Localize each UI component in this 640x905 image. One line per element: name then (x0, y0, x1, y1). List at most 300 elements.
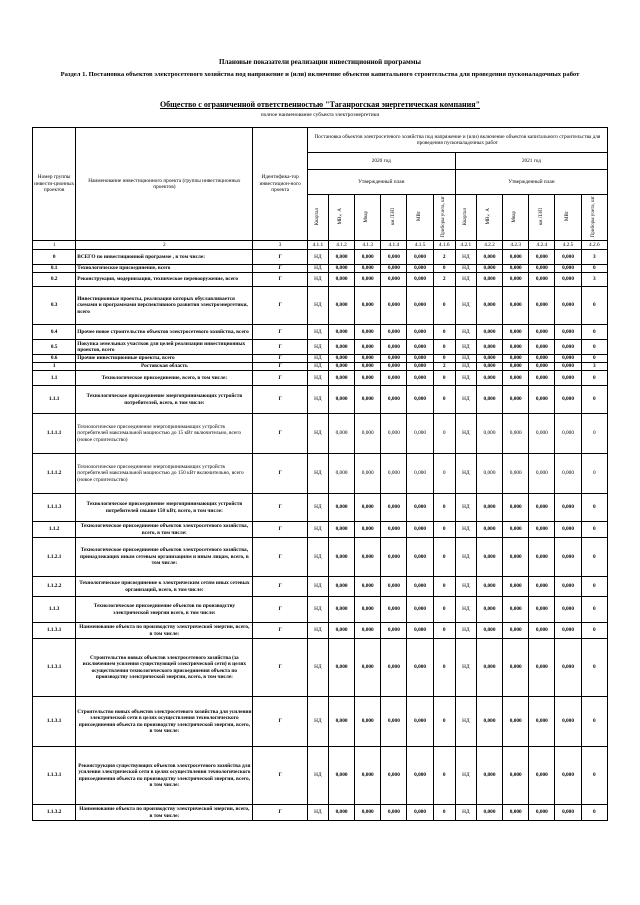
column-number: 4.2.6 (581, 241, 607, 250)
row-number: 1.1.3.1 (33, 747, 76, 805)
row-value-2021: 0 (581, 522, 607, 538)
row-value-2020: 0,000 (381, 623, 407, 639)
row-project-name: Покупка земельных участков для целей реализации инвестиционных проектов, всего (76, 340, 253, 355)
header-approved-2020: Утвержденный план (307, 170, 455, 195)
row-number: 0.5 (33, 340, 76, 355)
row-value-2021: НД (455, 522, 476, 538)
row-value-2020: 0 (433, 325, 455, 340)
row-value-2021: 0,000 (503, 371, 529, 386)
row-value-2020: 0,000 (381, 522, 407, 538)
row-value-2020: 0,000 (328, 747, 354, 805)
row-number: 1.1.1.3 (33, 494, 76, 522)
row-value-2021: 0,000 (529, 250, 555, 265)
header-unit-label: Мвар (364, 210, 370, 222)
row-value-2021: 0,000 (476, 386, 502, 414)
row-value-2021: 0,000 (555, 522, 581, 538)
row-value-2020: 0,000 (355, 287, 381, 325)
header-unit-label: МВт (564, 211, 570, 222)
row-value-2021: 0,000 (476, 325, 502, 340)
row-value-2021: 0,000 (503, 805, 529, 821)
row-value-2021: 0,000 (529, 414, 555, 454)
row-number: 1.1.3.2 (33, 805, 76, 821)
row-value-2021: 0,000 (476, 287, 502, 325)
row-identifier: Г (253, 597, 307, 623)
header-unit-label: км ЛЭП (390, 207, 396, 225)
row-value-2020: 0,000 (407, 363, 433, 371)
row-value-2020: 0,000 (407, 494, 433, 522)
row-value-2020: 0,000 (381, 414, 407, 454)
row-value-2021: 0,000 (476, 273, 502, 287)
row-value-2020: 0,000 (407, 340, 433, 355)
row-project-name: Реконструкция существующих объектов электросетевого хозяйства для усиления электрической сети в целях осуществления технологического присоединения объекта по производству электрической энергии, всего, в том числе: (76, 747, 253, 805)
row-value-2021: 0,000 (476, 747, 502, 805)
table-row (33, 639, 608, 697)
row-value-2021: 0,000 (529, 639, 555, 697)
row-value-2021: 0,000 (476, 623, 502, 639)
header-approved-2021: Утвержденный план (455, 170, 607, 195)
row-value-2021: 0,000 (503, 287, 529, 325)
row-value-2021: 0,000 (529, 697, 555, 747)
row-value-2021: 0,000 (503, 250, 529, 265)
row-value-2020: 0,000 (355, 805, 381, 821)
row-project-name: Прочее новое строительство объектов электросетевого хозяйства, всего (76, 325, 253, 340)
column-number: 4.2.5 (555, 241, 581, 250)
row-value-2020: 0,000 (381, 325, 407, 340)
row-value-2021: 0,000 (555, 371, 581, 386)
header-unit-label: МВ×А (486, 208, 492, 225)
header-unit-2021-4 (555, 195, 581, 241)
row-value-2021: 0,000 (503, 639, 529, 697)
row-value-2020: 0 (433, 371, 455, 386)
row-value-2020: 0,000 (355, 597, 381, 623)
row-value-2021: 0,000 (476, 597, 502, 623)
row-value-2020: НД (307, 597, 328, 623)
row-value-2020: 0,000 (328, 340, 354, 355)
row-value-2021: 0,000 (529, 386, 555, 414)
row-value-2021: 0,000 (529, 273, 555, 287)
row-value-2021: 0,000 (503, 386, 529, 414)
row-value-2020: 2 (433, 250, 455, 265)
row-project-name: Технологическое присоединение энергопринимающих устройств потребителей, всего, в том числе: (76, 386, 253, 414)
row-value-2020: 0,000 (407, 414, 433, 454)
row-value-2021: 0,000 (555, 454, 581, 494)
row-value-2021: 0,000 (476, 538, 502, 577)
row-value-2021: 0,000 (476, 340, 502, 355)
row-value-2020: 0,000 (407, 371, 433, 386)
row-number: 1.1.3.1 (33, 623, 76, 639)
row-value-2021: 0,000 (529, 597, 555, 623)
row-value-2020: НД (307, 250, 328, 265)
table-row (33, 805, 608, 821)
row-value-2020: НД (307, 273, 328, 287)
row-value-2020: 0 (433, 697, 455, 747)
row-value-2020: 2 (433, 363, 455, 371)
table-row (33, 697, 608, 747)
row-value-2021: 0,000 (503, 538, 529, 577)
row-value-2020: 0,000 (355, 325, 381, 340)
row-value-2020: 0,000 (328, 454, 354, 494)
row-value-2021: 0,000 (529, 287, 555, 325)
row-value-2020: НД (307, 454, 328, 494)
column-number: 4.1.6 (433, 241, 455, 250)
row-value-2020: 0,000 (407, 639, 433, 697)
row-value-2021: 0 (581, 639, 607, 697)
row-value-2020: 0,000 (328, 639, 354, 697)
row-number: 1.1.1 (33, 386, 76, 414)
table-row (33, 355, 608, 363)
row-value-2021: 0,000 (503, 340, 529, 355)
row-value-2021: НД (455, 805, 476, 821)
row-project-name: Ростовская область (76, 363, 253, 371)
row-identifier: Г (253, 623, 307, 639)
row-identifier: Г (253, 355, 307, 363)
row-value-2021: НД (455, 363, 476, 371)
row-value-2020: 0,000 (381, 386, 407, 414)
row-value-2020: 0,000 (381, 340, 407, 355)
row-value-2021: 0,000 (476, 805, 502, 821)
header-unit-label: км ЛЭП (538, 207, 544, 225)
row-value-2021: НД (455, 414, 476, 454)
row-value-2021: 0,000 (503, 623, 529, 639)
row-value-2021: 0,000 (503, 273, 529, 287)
row-value-2021: НД (455, 639, 476, 697)
row-value-2021: 0,000 (555, 697, 581, 747)
table-row (33, 538, 608, 577)
row-value-2020: 0 (433, 414, 455, 454)
row-value-2020: 0,000 (355, 538, 381, 577)
row-value-2020: НД (307, 623, 328, 639)
row-value-2021: НД (455, 386, 476, 414)
row-value-2020: 0,000 (355, 363, 381, 371)
column-number: 4.2.4 (529, 241, 555, 250)
row-value-2020: НД (307, 747, 328, 805)
company-name: Общество с ограниченной ответственностью "Таганрогская энергетическая компания" (159, 100, 481, 109)
row-number: 0.4 (33, 325, 76, 340)
row-value-2020: 2 (433, 273, 455, 287)
row-value-2020: 0,000 (355, 697, 381, 747)
row-value-2021: 0,000 (555, 265, 581, 273)
row-value-2021: 0,000 (476, 639, 502, 697)
header-unit-2021-2 (503, 195, 529, 241)
row-value-2020: НД (307, 340, 328, 355)
row-value-2020: 0,000 (355, 639, 381, 697)
row-number: 0.6 (33, 355, 76, 363)
header-unit-2020-1 (328, 195, 354, 241)
row-value-2020: 0,000 (328, 265, 354, 273)
row-value-2021: 0,000 (555, 494, 581, 522)
row-value-2020: 0,000 (328, 597, 354, 623)
column-number: 4.1.3 (355, 241, 381, 250)
row-value-2020: 0 (433, 287, 455, 325)
row-value-2021: 0,000 (555, 597, 581, 623)
row-value-2021: 0 (581, 355, 607, 363)
row-value-2020: 0,000 (407, 623, 433, 639)
row-value-2020: 0 (433, 538, 455, 577)
row-value-2020: НД (307, 287, 328, 325)
row-value-2020: 0,000 (355, 454, 381, 494)
row-identifier: Г (253, 386, 307, 414)
row-value-2020: 0,000 (328, 325, 354, 340)
row-value-2020: 0,000 (407, 697, 433, 747)
row-value-2021: 0,000 (476, 363, 502, 371)
row-value-2021: 0,000 (529, 340, 555, 355)
row-value-2021: 3 (581, 273, 607, 287)
row-project-name: Технологическое присоединение объектов по производству электрической энергии всего, в том числе: (76, 597, 253, 623)
row-value-2021: 0 (581, 805, 607, 821)
row-value-2021: 0 (581, 325, 607, 340)
row-value-2021: 0,000 (503, 697, 529, 747)
row-identifier: Г (253, 363, 307, 371)
row-value-2020: 0,000 (328, 355, 354, 363)
header-unit-2020-0 (307, 195, 328, 241)
row-value-2020: НД (307, 805, 328, 821)
header-unit-2021-5 (581, 195, 607, 241)
row-identifier: Г (253, 697, 307, 747)
row-value-2020: 0,000 (381, 273, 407, 287)
row-value-2021: 0,000 (503, 265, 529, 273)
row-value-2020: 0,000 (355, 355, 381, 363)
header-identifier: Идентифика-тор инвестицион-ного проекта (253, 128, 307, 241)
row-value-2021: 0,000 (555, 386, 581, 414)
row-value-2021: 0,000 (476, 250, 502, 265)
row-value-2021: 0 (581, 386, 607, 414)
row-value-2021: 0,000 (529, 325, 555, 340)
row-value-2021: 0 (581, 577, 607, 597)
row-value-2021: НД (455, 623, 476, 639)
table-row (33, 623, 608, 639)
row-identifier: Г (253, 494, 307, 522)
row-value-2020: 0,000 (407, 747, 433, 805)
row-value-2021: 0,000 (529, 363, 555, 371)
row-value-2020: 0,000 (355, 577, 381, 597)
row-identifier: Г (253, 522, 307, 538)
row-value-2021: 0,000 (555, 340, 581, 355)
row-value-2021: 0,000 (555, 250, 581, 265)
table-row (33, 577, 608, 597)
row-value-2020: 0,000 (355, 250, 381, 265)
row-value-2021: 0,000 (529, 494, 555, 522)
table-row (33, 287, 608, 325)
row-value-2021: 0,000 (503, 454, 529, 494)
row-identifier: Г (253, 265, 307, 273)
row-identifier: Г (253, 577, 307, 597)
row-project-name: Инвестиционные проекты, реализация которых обуславливается схемами и программами перспективного развития электроэнергетики, всего (76, 287, 253, 325)
row-value-2020: 0,000 (381, 355, 407, 363)
row-value-2020: 0 (433, 747, 455, 805)
row-value-2021: 0 (581, 538, 607, 577)
header-unit-2020-4 (407, 195, 433, 241)
column-number: 4.1.1 (307, 241, 328, 250)
row-value-2020: 0,000 (328, 287, 354, 325)
row-value-2021: НД (455, 287, 476, 325)
column-number: 4.1.4 (381, 241, 407, 250)
row-value-2021: 0,000 (555, 325, 581, 340)
row-identifier: Г (253, 639, 307, 697)
row-value-2020: 0,000 (407, 355, 433, 363)
row-project-name: Технологическое присоединение, всего (76, 265, 253, 273)
row-value-2021: 0,000 (529, 805, 555, 821)
row-number: 1.1.1.2 (33, 454, 76, 494)
section-heading: Раздел 1. Постановка объектов электросетевого хозяйства под напряжение и (или) включение объектов капитального строительства для проведения пусконаладочных работ (60, 71, 580, 78)
row-value-2021: 0,000 (476, 355, 502, 363)
header-project-name: Наименование инвестиционного проекта (группы инвестиционных проектов) (76, 128, 253, 241)
row-value-2020: 0,000 (355, 494, 381, 522)
row-value-2020: 0,000 (328, 371, 354, 386)
row-value-2020: 0,000 (381, 747, 407, 805)
row-value-2021: НД (455, 340, 476, 355)
row-value-2020: 0,000 (407, 265, 433, 273)
row-value-2021: 0,000 (503, 363, 529, 371)
row-value-2021: 0,000 (555, 623, 581, 639)
row-value-2021: 0,000 (503, 577, 529, 597)
column-number: 1 (33, 241, 76, 250)
row-value-2021: 0,000 (555, 538, 581, 577)
row-value-2020: НД (307, 639, 328, 697)
row-value-2021: 0 (581, 494, 607, 522)
row-value-2021: 0,000 (555, 355, 581, 363)
table-row (33, 597, 608, 623)
table-row (33, 522, 608, 538)
row-value-2021: 0,000 (476, 494, 502, 522)
table-row (33, 386, 608, 414)
row-value-2021: НД (455, 697, 476, 747)
row-value-2020: 0,000 (381, 265, 407, 273)
row-number: 1.1 (33, 371, 76, 386)
row-value-2021: 0,000 (555, 639, 581, 697)
header-unit-2021-3 (529, 195, 555, 241)
row-identifier: Г (253, 414, 307, 454)
row-value-2020: НД (307, 414, 328, 454)
row-value-2021: 0,000 (555, 577, 581, 597)
row-value-2021: 0,000 (476, 265, 502, 273)
header-unit-label: Приборы учета, шт (591, 195, 597, 237)
row-value-2021: 0,000 (476, 414, 502, 454)
table-row (33, 363, 608, 371)
row-value-2021: 0,000 (503, 494, 529, 522)
column-number: 4.2.1 (455, 241, 476, 250)
row-value-2020: 0,000 (407, 577, 433, 597)
row-value-2021: 0,000 (529, 538, 555, 577)
table-row (33, 273, 608, 287)
row-number: 1.1.2.2 (33, 577, 76, 597)
row-number: 0.2 (33, 273, 76, 287)
row-value-2020: 0,000 (381, 287, 407, 325)
header-year-2020: 2020 год (307, 153, 455, 170)
row-value-2020: 0,000 (381, 597, 407, 623)
program-table (32, 127, 608, 821)
row-value-2020: 0,000 (407, 597, 433, 623)
row-value-2021: НД (455, 577, 476, 597)
row-value-2020: 0,000 (381, 250, 407, 265)
row-value-2020: 0,000 (328, 386, 354, 414)
row-value-2020: 0 (433, 522, 455, 538)
row-number: 1.1.3.1 (33, 639, 76, 697)
table-row (33, 414, 608, 454)
column-number: 2 (76, 241, 253, 250)
row-value-2020: 0,000 (328, 250, 354, 265)
row-value-2021: 0 (581, 340, 607, 355)
row-value-2020: 0,000 (381, 577, 407, 597)
row-value-2020: 0 (433, 597, 455, 623)
document-title: Плановые показатели реализации инвестиционной программы (219, 58, 421, 66)
row-identifier: Г (253, 250, 307, 265)
row-value-2021: НД (455, 273, 476, 287)
row-value-2021: НД (455, 454, 476, 494)
header-unit-label: МВ×А (338, 208, 344, 225)
header-unit-2021-0 (455, 195, 476, 241)
row-value-2021: 0 (581, 414, 607, 454)
row-value-2020: 0,000 (355, 747, 381, 805)
row-project-name: Технологическое присоединение, всего, в том числе: (76, 371, 253, 386)
header-unit-2020-2 (355, 195, 381, 241)
row-value-2021: 3 (581, 250, 607, 265)
row-number: 1 (33, 363, 76, 371)
row-identifier: Г (253, 538, 307, 577)
row-value-2021: НД (455, 747, 476, 805)
row-value-2021: НД (455, 325, 476, 340)
row-value-2020: 0,000 (381, 639, 407, 697)
row-identifier: Г (253, 325, 307, 340)
header-unit-label: Квартал (314, 207, 320, 225)
row-project-name: Наименование объекта по производству электрической энергии, всего, в том числе: (76, 623, 253, 639)
row-value-2021: 0 (581, 747, 607, 805)
row-value-2021: 0,000 (503, 355, 529, 363)
row-value-2021: 0 (581, 454, 607, 494)
row-value-2020: НД (307, 363, 328, 371)
row-value-2021: НД (455, 250, 476, 265)
row-identifier: Г (253, 340, 307, 355)
row-value-2021: 0 (581, 265, 607, 273)
row-value-2020: 0,000 (355, 371, 381, 386)
row-value-2021: 0,000 (476, 577, 502, 597)
row-value-2021: 0,000 (476, 522, 502, 538)
row-value-2020: 0 (433, 623, 455, 639)
row-value-2020: 0,000 (328, 805, 354, 821)
table-row (33, 340, 608, 355)
row-value-2021: НД (455, 265, 476, 273)
row-value-2020: НД (307, 522, 328, 538)
row-value-2021: 0,000 (529, 355, 555, 363)
row-value-2020: 0 (433, 265, 455, 273)
row-identifier: Г (253, 287, 307, 325)
row-value-2020: 0,000 (355, 273, 381, 287)
row-value-2020: 0 (433, 355, 455, 363)
row-value-2021: 0,000 (476, 371, 502, 386)
row-value-2021: 0,000 (555, 287, 581, 325)
row-value-2020: 0,000 (355, 522, 381, 538)
row-project-name: Технологическое присоединение энергопринимающих устройств потребителей свыше 150 кВт, всего, в том числе: (76, 494, 253, 522)
row-value-2020: 0,000 (407, 454, 433, 494)
row-number: 0.1 (33, 265, 76, 273)
row-value-2020: 0,000 (381, 697, 407, 747)
row-value-2020: 0,000 (328, 697, 354, 747)
row-project-name: Строительство новых объектов электросетевого хозяйства для усиления электрической сети в целях осуществления технологического присоединения объекта по производству электрической энергии, всего, в том числе: (76, 697, 253, 747)
row-value-2021: НД (455, 597, 476, 623)
row-value-2021: 0,000 (529, 371, 555, 386)
row-value-2020: 0,000 (407, 522, 433, 538)
row-number: 1.1.2.1 (33, 538, 76, 577)
row-project-name: Прочие инвестиционные проекты, всего (76, 355, 253, 363)
row-value-2020: НД (307, 325, 328, 340)
header-unit-label: МВт (416, 211, 422, 222)
row-value-2020: 0 (433, 805, 455, 821)
header-unit-2020-3 (381, 195, 407, 241)
row-value-2020: 0,000 (328, 623, 354, 639)
row-value-2021: 0,000 (555, 414, 581, 454)
row-value-2020: 0,000 (328, 538, 354, 577)
row-value-2021: 0 (581, 287, 607, 325)
row-value-2020: 0,000 (381, 538, 407, 577)
